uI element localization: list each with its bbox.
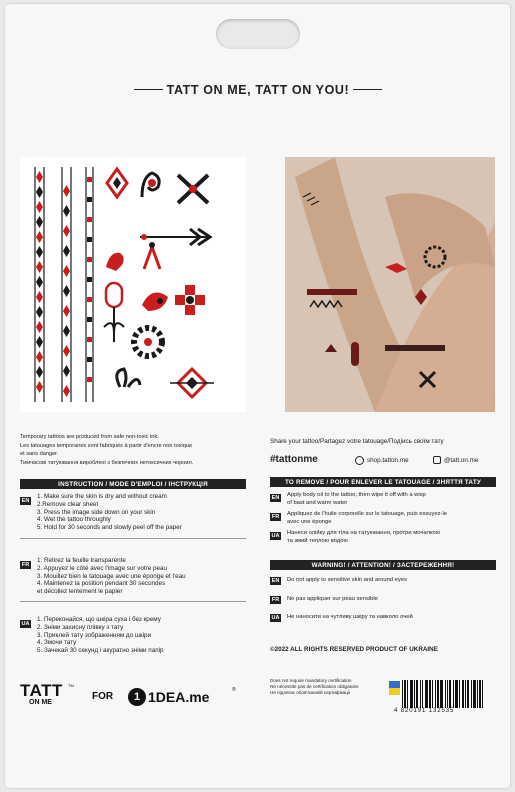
slogan-banner xyxy=(124,77,392,103)
instruction-text-ua: 1. Переконайся, що шкіра суха і без крему 2. Зніми захисну плівку з тату 3. Приклей тату зображенням до шкіри 4. Змочи тату 5. Зачекай 30 секунд і акуратно зніми папір xyxy=(37,616,164,655)
ukraine-flag-icon xyxy=(389,681,400,695)
lang-badge-ua: UA xyxy=(271,533,280,539)
certification-fr: Ne nécessite pas de certification obligatoire xyxy=(270,684,359,689)
divider xyxy=(20,538,246,539)
trademark-mark: TM xyxy=(68,683,74,688)
on-me-logo-text: ON ME xyxy=(29,699,52,706)
warning-text-ua: Не наносити на чутливу шкіру та навколо очей xyxy=(287,614,413,620)
share-text: Share your tattoo/Partagez votre tatouage/Подіись своїм тату xyxy=(270,438,444,445)
lang-badge-fr: FR xyxy=(271,514,280,520)
lang-badge-ua: UA xyxy=(21,621,30,627)
tatt-on-me-logo xyxy=(20,683,66,707)
tattooed-arm-illustration xyxy=(285,157,495,412)
barcode xyxy=(402,680,486,708)
website-link[interactable] xyxy=(355,456,409,465)
safety-line-ua: Тимчасові татуювання вироблені з безпечних нетоксичних чорнил. xyxy=(20,460,194,466)
certification-en: Does not require mandatory certification xyxy=(270,678,352,683)
warning-text-fr: Ne pas appliquer sur peau sensible xyxy=(287,596,378,602)
ukrainian-ornament-tattoos xyxy=(20,157,246,412)
certification-ua: Не підлягає обов'язковій сертифікації xyxy=(270,690,351,695)
instruction-text-en: 1. Make sure the skin is dry and without cream 2.Remove clear sheet 3. Press the image side down on your skin 4. Wet the tattoo throughly 5. Hold for 30 seconds and slowly peel off the paper xyxy=(37,493,182,532)
globe-icon xyxy=(355,456,364,465)
website-text: shop.tatton.me xyxy=(367,457,409,464)
barcode-number: 4 820191 132535 xyxy=(394,708,455,714)
remove-text-ua: Нанеси олійку для тіла на татуювання, протри мочалкою та змий теплою водою xyxy=(287,530,441,544)
warning-title: WARNING! / ATTENTION! / ЗАСТЕРЕЖЕННЯ! xyxy=(270,560,496,570)
tattoo-sheet-preview xyxy=(20,157,246,412)
lang-badge-en: EN xyxy=(271,578,280,584)
model-photo xyxy=(285,157,495,412)
for-label: FOR xyxy=(92,691,114,702)
slogan-text: TATT ON ME, TATT ON YOU! xyxy=(163,83,354,97)
safety-line-en: Temporary tattoos are produced from safe non-toxic ink. xyxy=(20,434,159,440)
remove-text-fr: Appliquez de l'huile corporelle sur le tatouage, puis essuyez-le avec une éponge xyxy=(287,511,447,525)
hashtag: #tattonme xyxy=(270,454,318,465)
lang-badge-en: EN xyxy=(271,495,280,501)
idea-logo-circle: 1 xyxy=(128,688,146,706)
registered-mark: ® xyxy=(232,687,236,693)
instruction-title: INSTRUCTION / MODE D'EMPLOI / ІНСТРУКЦІЯ xyxy=(20,479,246,489)
instruction-text-fr: 1. Retirez la feuille transparente 2. Appuyez le côté avec l'image sur votre peau 3. Mouillez bien le tatouage avec une éponge et l'eau 4. Maintenez la position pendant 30 secondes et décollez lentement le papier xyxy=(37,557,186,596)
instagram-icon xyxy=(433,456,441,464)
hang-hole xyxy=(216,19,300,49)
safety-line-fr: Les tatouages temporaires sont fabriqués à partir d'encre non toxique xyxy=(20,443,193,449)
lang-badge-en: EN xyxy=(21,498,30,504)
tatt-logo-text: TATT xyxy=(20,681,63,700)
remove-text-en: Apply body oil to the tattoo, then wipe it off with a wisp of bast and warm water xyxy=(287,492,426,506)
lang-badge-ua: UA xyxy=(271,615,280,621)
rights-text: ©2022 ALL RIGHTS RESERVED PRODUCT OF UKRAINE xyxy=(270,646,438,653)
warning-text-en: Do not apply to sensitive skin and around eyes xyxy=(287,577,407,583)
safety-line-fr-2: et sans danger. xyxy=(20,451,59,457)
lang-badge-fr: FR xyxy=(21,562,30,568)
idea-logo-text: 1DEA.me xyxy=(148,689,210,705)
divider xyxy=(20,601,246,602)
lang-badge-fr: FR xyxy=(271,597,280,603)
instagram-link[interactable] xyxy=(433,456,478,464)
instagram-text: @tatt.on.me xyxy=(444,456,479,464)
remove-title: TO REMOVE / POUR ENLEVER LE TATOUAGE / ЗНЯТТЯ ТАТУ xyxy=(270,477,496,487)
